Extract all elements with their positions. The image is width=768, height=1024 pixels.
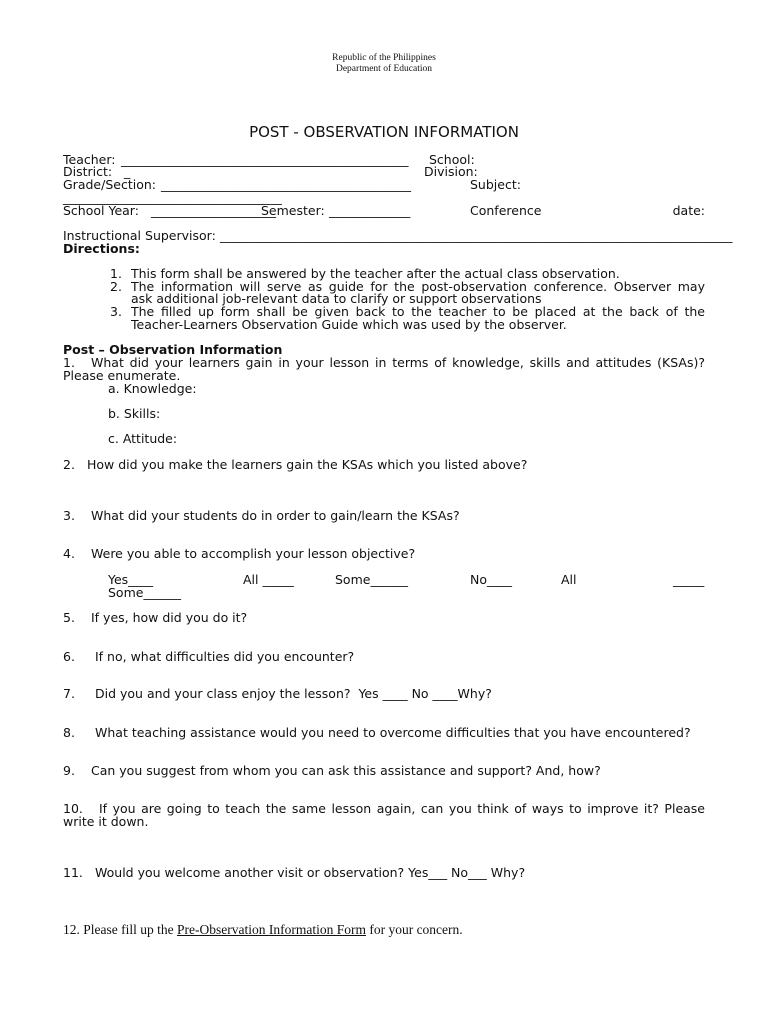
district-label: District:	[63, 164, 113, 179]
district-blank: _	[124, 164, 131, 179]
department-line: Department of Education	[335, 64, 433, 74]
option-all-some: All	[561, 572, 577, 587]
question-text: How did you make the learners gain the KSAs which you listed above?	[87, 457, 528, 472]
closing-suffix: for your concern.	[365, 922, 463, 937]
date-label: date:	[672, 203, 705, 218]
direction-text: The information will serve as guide for the post-observation conference. Observer may	[131, 279, 705, 294]
question-number: 11.	[63, 865, 83, 880]
option-yes: Yes____	[108, 572, 154, 587]
subitem-knowledge: a. Knowledge:	[108, 381, 197, 396]
question-text: If you are going to teach the same lesson again, can you think of ways to improve it? Please	[99, 801, 705, 816]
question-text: What did your students do in order to gain/learn the KSAs?	[91, 508, 460, 523]
subject-label: Subject:	[470, 177, 521, 192]
question-number: 8.	[63, 725, 75, 740]
subitem-attitude: c. Attitude:	[108, 431, 178, 446]
section-heading: Post – Observation Information	[63, 342, 283, 357]
question-text: If yes, how did you do it?	[91, 610, 248, 625]
school-year-label: School Year:	[63, 203, 139, 218]
question-text: Can you suggest from whom you can ask this assistance and support? And, how?	[91, 763, 601, 778]
question-text: What did your learners gain in your lesson in terms of knowledge, skills and attitudes (KSAs)?	[91, 355, 705, 370]
question-number: 7.	[63, 686, 75, 701]
option-some: Some______	[335, 572, 408, 587]
direction-text: This form shall be answered by the teacher after the actual class observation.	[131, 266, 620, 281]
question-number: 6.	[63, 649, 75, 664]
closing-instruction	[63, 922, 463, 938]
direction-number: 2.	[110, 279, 122, 294]
question-number: 1.	[63, 355, 75, 370]
question-text: write it down.	[63, 814, 149, 829]
question-number: 10.	[63, 801, 83, 816]
supervisor-blank: __________________________________________________________________________________	[220, 228, 733, 243]
page-title: POST - OBSERVATION INFORMATION	[249, 123, 519, 141]
question-number: 5.	[63, 610, 75, 625]
question-number: 2.	[63, 457, 75, 472]
direction-text: Teacher-Learners Observation Guide which was used by the observer.	[131, 317, 567, 332]
direction-number: 1.	[110, 266, 122, 281]
direction-text: The filled up form shall be given back to the teacher to be placed at the back of the	[131, 304, 705, 319]
school-label: School:	[429, 152, 475, 167]
option-all: All _____	[243, 572, 294, 587]
teacher-label: Teacher:	[63, 152, 116, 167]
grade-section-blank: ________________________________________	[161, 177, 411, 192]
question-text: Did you and your class enjoy the lesson? Yes ____ No ____Why?	[95, 686, 492, 701]
directions-heading: Directions:	[63, 241, 140, 256]
direction-number: 3.	[110, 304, 122, 319]
question-text: Would you welcome another visit or observation? Yes___ No___ Why?	[95, 865, 526, 880]
question-text: What teaching assistance would you need to overcome difficulties that you have encountered?	[95, 725, 691, 740]
pre-observation-form-name: Pre-Observation Information Form	[176, 922, 366, 937]
semester-blank: _____________	[329, 203, 411, 218]
option-no: No____	[470, 572, 512, 587]
conference-label: Conference	[470, 203, 542, 218]
extra-blank-line: ___________________________________	[63, 190, 282, 205]
option-all-some-blank: _____	[673, 572, 705, 587]
question-text: If no, what difficulties did you encounter?	[95, 649, 355, 664]
grade-section-label: Grade/Section:	[63, 177, 156, 192]
supervisor-label: Instructional Supervisor:	[63, 228, 216, 243]
republic-line: Republic of the Philippines	[332, 53, 436, 63]
question-text: Were you able to accomplish your lesson objective?	[91, 546, 416, 561]
division-label: Division:	[424, 164, 478, 179]
direction-text: ask additional job-relevant data to clarify or support observations	[131, 291, 542, 306]
closing-prefix: 12. Please fill up the	[63, 922, 177, 937]
question-number: 4.	[63, 546, 75, 561]
teacher-blank: ______________________________________________	[121, 152, 409, 167]
semester-label: Semester:	[261, 203, 325, 218]
question-number: 9.	[63, 763, 75, 778]
subitem-skills: b. Skills:	[108, 406, 161, 421]
option-some-continued: Some______	[108, 585, 181, 600]
question-number: 3.	[63, 508, 75, 523]
question-text: Please enumerate.	[63, 368, 181, 383]
school-year-blank: ____________________	[151, 203, 276, 218]
